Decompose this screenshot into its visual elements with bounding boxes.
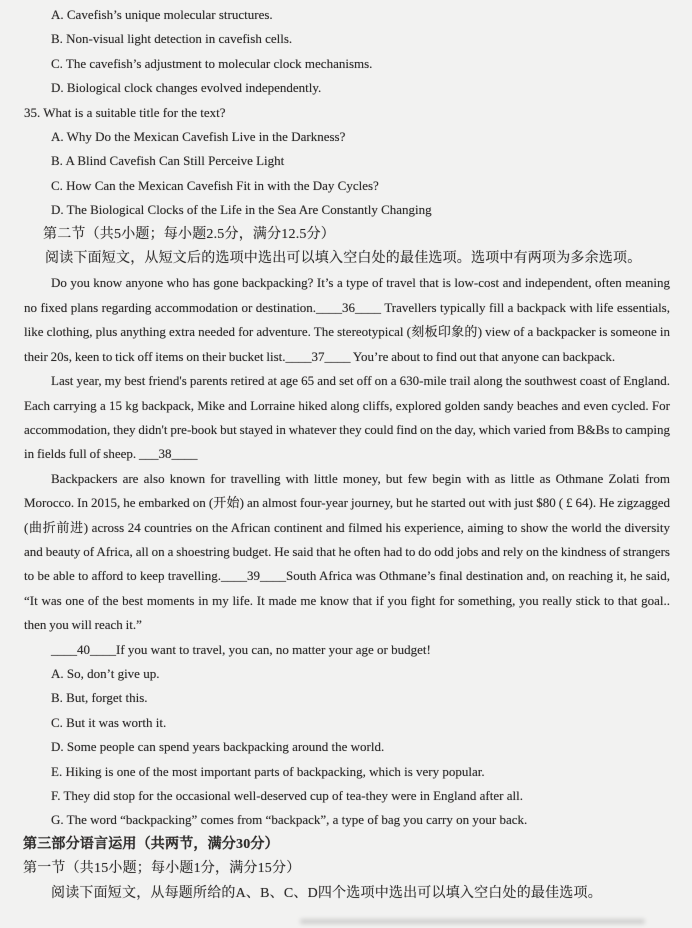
part3-section1-header: 第一节（共15小题；每小题1分，满分15分） — [23, 861, 301, 877]
option-line: A. Why Do the Mexican Cavefish Live in the Darkness? — [51, 129, 346, 145]
cloze-option-line: A. So, don’t give up. — [51, 665, 160, 681]
option-line: C. How Can the Mexican Cavefish Fit in with the Day Cycles? — [51, 177, 379, 193]
option-line: A. Cavefish’s unique molecular structures. — [51, 7, 273, 22]
cloze-option-line: E. Hiking is one of the most important parts of backpacking, which is very popular. — [51, 763, 485, 779]
option-line: B. A Blind Cavefish Can Still Perceive Light — [51, 153, 285, 169]
option-line: D. Biological clock changes evolved independently. — [51, 80, 322, 96]
cloze-option-line: B. But, forget this. — [51, 690, 148, 706]
option-line: B. Non-visual light detection in cavefish cells. — [51, 31, 293, 47]
part3-header: 第三部分语言运用（共两节，满分30分） — [23, 836, 279, 852]
passage-closing-line: ____40____If you want to travel, you can, no matter your age or budget! — [51, 641, 431, 657]
option-line: D. The Biological Clocks of the Life in the Sea Are Constantly Changing — [51, 202, 432, 218]
cloze-option-line: F. They did stop for the occasional well-deserved cup of tea-they were in England after all. — [51, 788, 523, 803]
scan-artifact — [300, 919, 645, 924]
section2-header: 第二节（共5小题；每小题2.5分，满分12.5分） — [43, 226, 335, 242]
cloze-option-line: C. But it was worth it. — [51, 714, 167, 730]
passage-paragraph: Last year, my best friend's parents retired at age 65 and set off on a 630-mile trail along the southwest coast of England. Each carrying a 15 kg backpack, Mike and Lorraine hiked along cliffs, explored golden sandy beaches and even cycled. For accommodation, they didn't pre-book but stayed in whatever they could find on the day, which varied from B&Bs to camping in fields full of sheep. ___38____ — [24, 373, 670, 462]
part3-instruction: 阅读下面短文，从每题所给的A、B、C、D四个选项中选出可以填入空白处的最佳选项。 — [51, 885, 602, 901]
cloze-option-line: D. Some people can spend years backpacking around the world. — [51, 739, 385, 755]
passage-paragraph: Backpackers are also known for travelling with little money, but few begin with as little as Othmane Zolati from Morocco. In 2015, he embarked on (开始) an almost four-year journey, but he started out with just $80 ( £ 64). He zigzagged (曲折前进) across 24 countries on the African continent and filmed his experience, aiming to show the world the diversity and beauty of Africa, all on a shoestring budget. He said that he often had to do odd jobs and rely on the kindness of strangers to be able to afford to keep travelling.____39____South Africa was Othmane’s final destination and, on reaching it, he said, “It was one of the best moments in my life. It made me know that if you fight for something, you really stick to that goal.. then you will reach it.” — [24, 470, 670, 633]
question-35-stem: 35. What is a suitable title for the text? — [24, 104, 226, 120]
cloze-option-line: G. The word “backpacking” comes from “backpack”, a type of bag you carry on your back. — [51, 812, 528, 828]
section2-instruction: 阅读下面短文，从短文后的选项中选出可以填入空白处的最佳选项。选项中有两项为多余选项。 — [45, 251, 642, 267]
passage-paragraph: Do you know anyone who has gone backpacking? It’s a type of travel that is low-cost and independent, often meaning no fixed plans regarding accommodation or destination.____36____ Travellers typically fill a backpack with life essentials, like clothing, plus anything extra needed for adventure. The stereotypical (刻板印象的) view of a backpacker is someone in their 20s, keen to tick off items on their bucket list.____37____ You’re about to find out that anyone can backpack. — [24, 275, 670, 364]
option-line: C. The cavefish’s adjustment to molecular clock mechanisms. — [51, 55, 373, 71]
